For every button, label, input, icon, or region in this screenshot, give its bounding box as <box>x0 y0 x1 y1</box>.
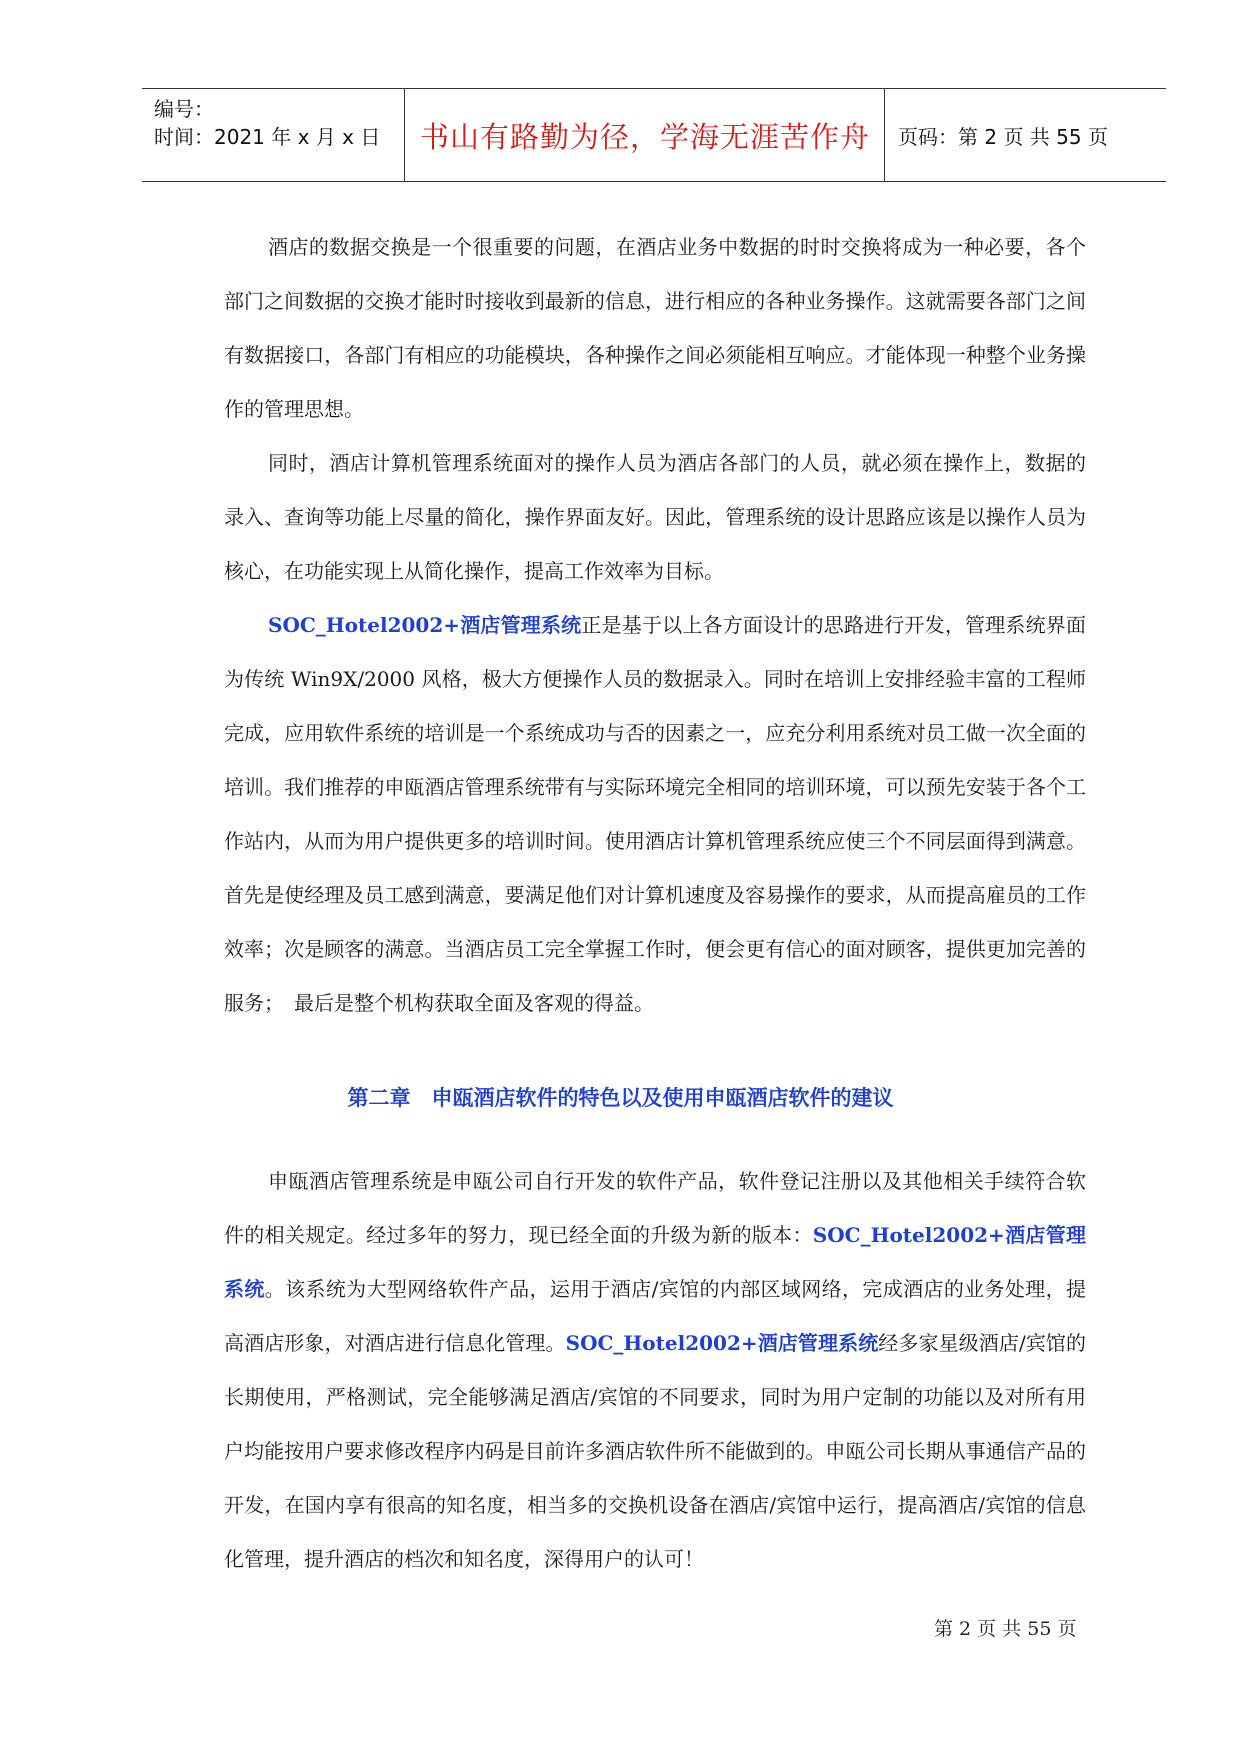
header-page-cell <box>886 89 1166 181</box>
header-meta-cell <box>142 89 405 181</box>
product-name-highlight: SOC_Hotel2002+酒店管理系统 <box>565 1331 879 1355</box>
product-name-highlight: SOC_Hotel2002+酒店管理系统 <box>224 1223 1086 1301</box>
paragraph-text-part: 申瓯酒店管理系统是申瓯公司自行开发的软件产品，软件登记注册以及其他相关手续符合软件的相关规定。经过多年的努力，现已经全面的升级为新的版本： <box>224 1169 1086 1247</box>
paragraph-text: 同时，酒店计算机管理系统面对的操作人员为酒店各部门的人员，就必须在操作上，数据的录入、查询等功能上尽量的简化，操作界面友好。因此，管理系统的设计思路应该是以操作人员为核心，在功能实现上从简化操作，提高工作效率为目标。 <box>224 451 1086 583</box>
document-time-label: 时间：2021 年 x 月 x 日 <box>154 125 381 149</box>
document-number-label: 编号： <box>154 97 214 121</box>
paragraph-text: 酒店的数据交换是一个很重要的问题，在酒店业务中数据的时时交换将成为一种必要，各个部门之间数据的交换才能时时接收到最新的信息，进行相应的各种业务操作。这就需要各部门之间有数据接口，各部门有相应的功能模块，各种操作之间必须能相互响应。才能体现一种整个业务操作的管理思想。 <box>224 235 1086 421</box>
paragraph-system-design <box>224 598 1086 1030</box>
paragraph-text-rest: 正是基于以上各方面设计的思路进行开发，管理系统界面为传统 Win9X/2000 风格，极大方便操作人员的数据录入。同时在培训上安排经验丰富的工程师完成，应用软件系统的培训是一个系统成功与否的因素之一，应充分利用系统对员工做一次全面的培训。我们推荐的申瓯酒店管理系统带有与实际环境完全相同的培训环境，可以预先安装于各个工作站内，从而为用户提供更多的培训时间。使用酒店计算机管理系统应使三个不同层面得到满意。首先是使经理及员工感到满意，要满足他们对计算机速度及容易操作的要求，从而提高雇员的工作效率；次是顾客的满意。当酒店员工完全掌握工作时，便会更有信心的面对顾客，提供更加完善的服务； 最后是整个机构获取全面及客观的得益。 <box>224 613 1086 1015</box>
paragraph-text <box>224 1154 1086 1586</box>
paragraph-text-part: 经多家星级酒店/宾馆的长期使用，严格测试，完全能够满足酒店/宾馆的不同要求，同时为用户定制的功能以及对所有用户均能按用户要求修改程序内码是目前许多酒店软件所不能做到的。申瓯公司长期从事通信产品的开发，在国内享有很高的知名度，相当多的交换机设备在酒店/宾馆中运行，提高酒店/宾馆的信息化管理，提升酒店的档次和知名度，深得用户的认可！ <box>224 1331 1086 1571</box>
paragraph-text <box>224 598 1086 1030</box>
header-page-code: 页码：第 2 页 共 55 页 <box>898 124 1108 149</box>
product-name-highlight: SOC_Hotel2002+酒店管理系统 <box>268 613 582 637</box>
page-footer: 第 2 页 共 55 页 <box>934 1618 1077 1640</box>
paragraph-data-exchange <box>224 220 1086 436</box>
chapter-title: 第二章 申瓯酒店软件的特色以及使用申瓯酒店软件的建议 <box>347 1086 894 1110</box>
header-motto: 书山有路勤为径，学海无涯苦作舟 <box>419 119 870 154</box>
paragraph-operators <box>224 436 1086 598</box>
page-header <box>142 88 1166 182</box>
paragraph-product-intro <box>224 1154 1086 1586</box>
paragraph-text-part: 。该系统为大型网络软件产品，运用于酒店/宾馆的内部区域网络，完成酒店的业务处理，提高酒店形象，对酒店进行信息化管理。 <box>224 1277 1086 1355</box>
header-motto-cell <box>406 89 885 181</box>
